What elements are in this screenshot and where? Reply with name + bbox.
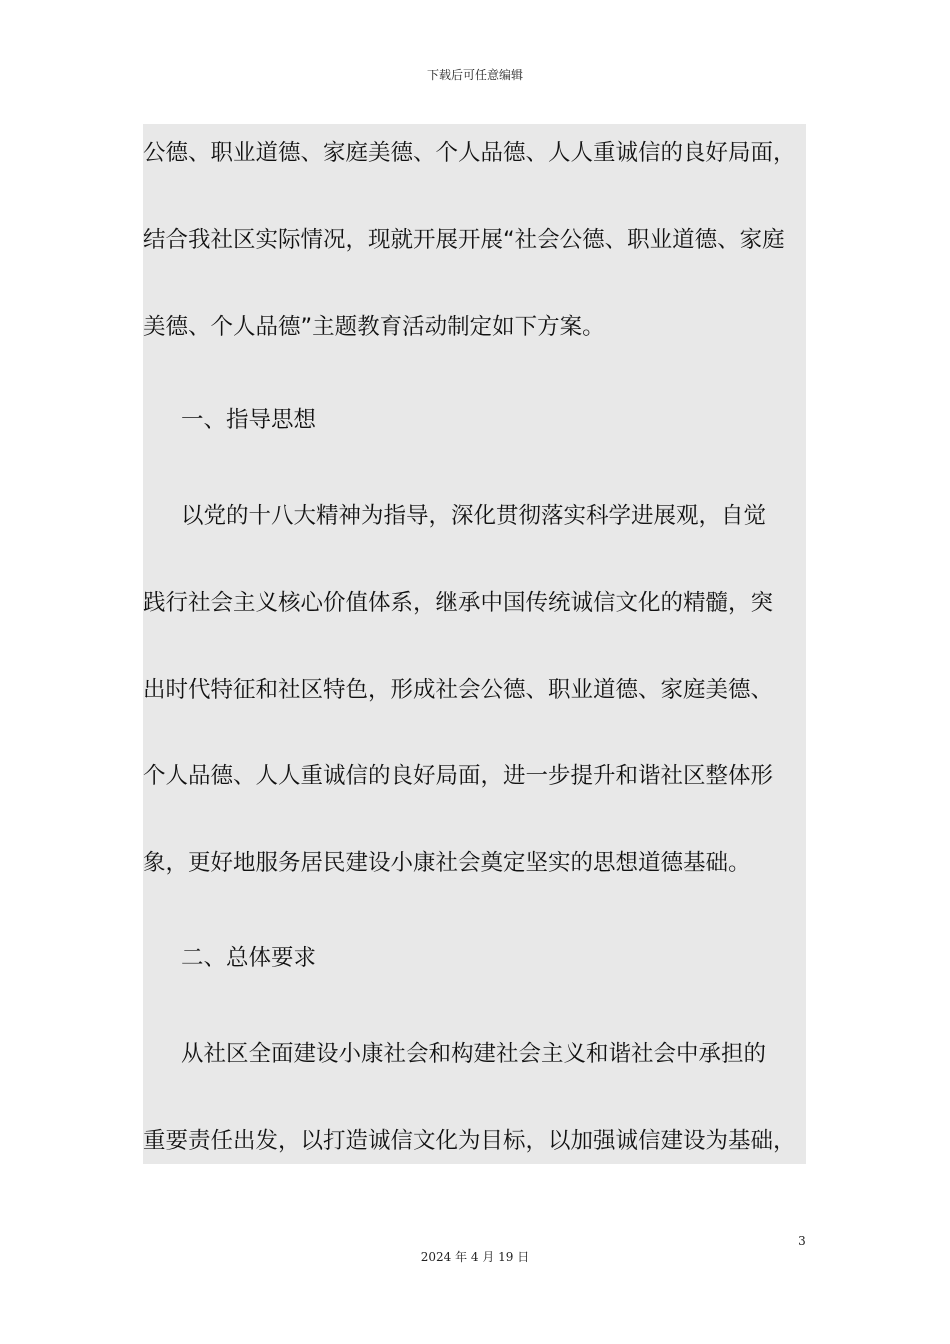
body-line: 个人品德、人人重诚信的良好局面，进一步提升和谐社区整体形 <box>143 763 774 789</box>
body-line: 象，更好地服务居民建设小康社会奠定坚实的思想道德基础。 <box>143 850 751 876</box>
page-number: 3 <box>798 1234 806 1248</box>
paragraph-start-line: 以党的十八大精神为指导，深化贯彻落实科学进展观，自觉 <box>181 503 767 529</box>
header-note: 下载后可任意编辑 <box>426 68 523 82</box>
section-heading: 二、总体要求 <box>181 945 317 971</box>
body-line: 出时代特征和社区特色，形成社会公德、职业道德、家庭美德、 <box>143 677 774 703</box>
paragraph-start-line: 从社区全面建设小康社会和构建社会主义和谐社会中承担的 <box>181 1041 767 1067</box>
footer-date: 2024 年 4 月 19 日 <box>420 1250 530 1264</box>
body-line: 重要责任出发，以打造诚信文化为目标，以加强诚信建设为基础， <box>143 1128 796 1154</box>
body-line: 践行社会主义核心价值体系，继承中国传统诚信文化的精髓，突 <box>143 590 774 616</box>
body-line: 公德、职业道德、家庭美德、个人品德、人人重诚信的良好局面， <box>143 140 796 166</box>
section-heading: 一、指导思想 <box>181 407 317 433</box>
body-line: 美德、个人品德”主题教育活动制定如下方案。 <box>143 314 605 340</box>
document-body <box>143 124 806 1164</box>
body-line: 结合我社区实际情况，现就开展开展“社会公德、职业道德、家庭 <box>143 227 785 253</box>
